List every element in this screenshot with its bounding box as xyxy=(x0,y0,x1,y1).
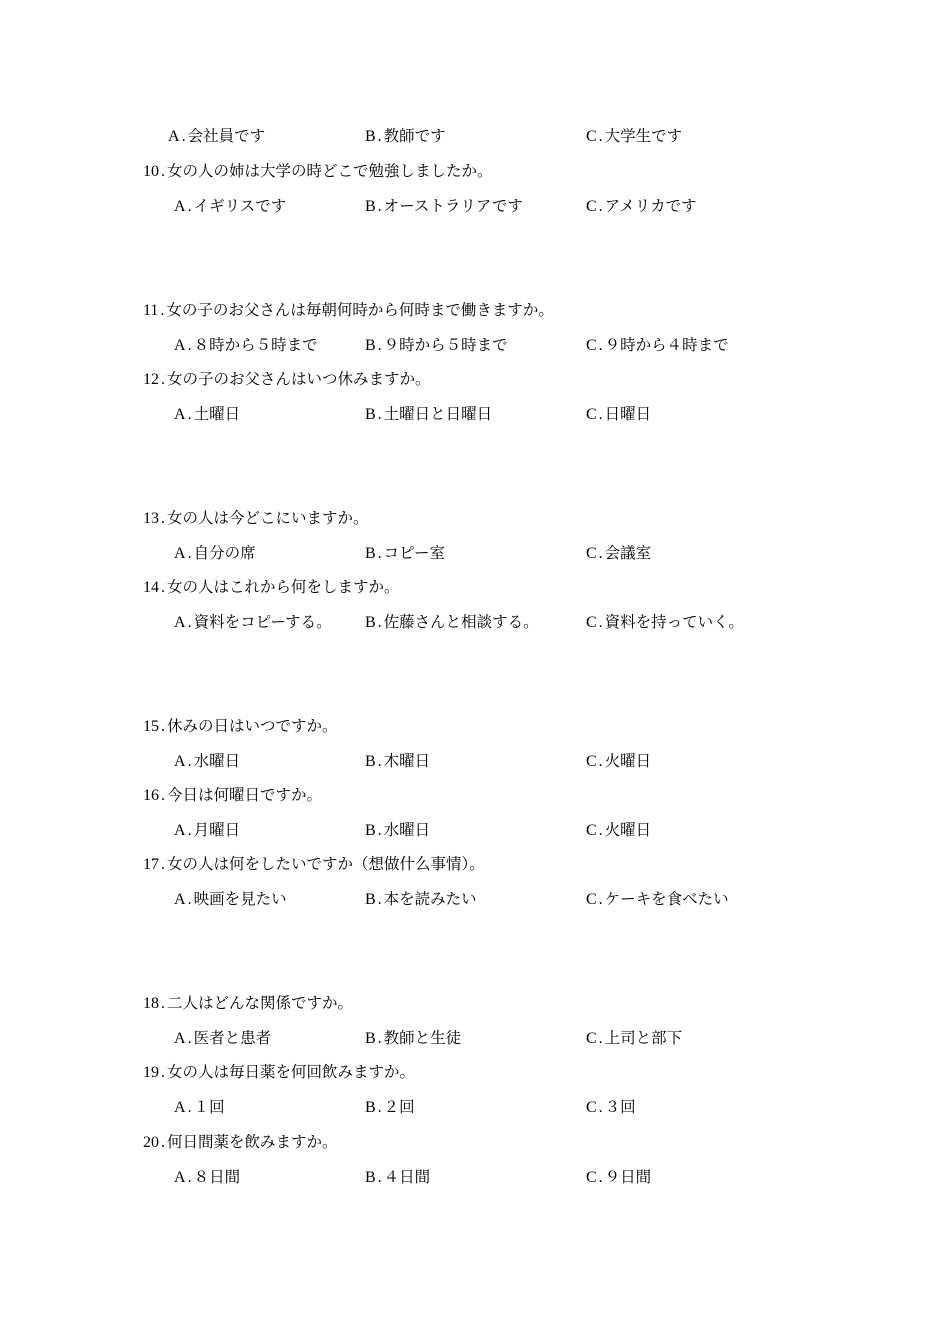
option-letter: A xyxy=(174,1030,186,1047)
option-letter: C xyxy=(586,891,597,908)
question-15: 15 . 休みの日はいつですか。 xyxy=(143,717,338,735)
question-number: 10 xyxy=(143,163,159,180)
option-letter: C xyxy=(586,753,597,770)
option-letter: B xyxy=(365,406,376,423)
option-b: B . 佐藤さんと相談する。 xyxy=(365,613,539,631)
option-letter: B xyxy=(365,822,376,839)
option-text: 土曜日と日曜日 xyxy=(383,405,493,423)
option-letter: C xyxy=(586,1169,597,1186)
option-text: 会社員です xyxy=(187,127,266,145)
option-text: 映画を見たい xyxy=(193,890,287,908)
question-19: 19 . 女の人は毎日薬を何回飲みますか。 xyxy=(143,1063,416,1081)
question-number: 11 xyxy=(143,302,159,319)
question-text: 女の人はこれから何をしますか。 xyxy=(167,578,400,596)
option-letter: C xyxy=(586,198,597,215)
question-16: 16 . 今日は何曜日ですか。 xyxy=(143,786,323,804)
question-12: 12 . 女の子のお父さんはいつ休みますか。 xyxy=(143,370,431,388)
question-number: 20 xyxy=(143,1134,159,1151)
option-letter: B xyxy=(365,545,376,562)
option-letter: A xyxy=(174,406,186,423)
question-text: 女の人は今どこにいますか。 xyxy=(167,509,369,527)
option-letter: C xyxy=(586,545,597,562)
option-b: B . 木曜日 xyxy=(365,752,431,770)
question-text: 女の人は毎日薬を何回飲みますか。 xyxy=(167,1063,416,1081)
question-17: 17 . 女の人は何をしたいですか（想做什么事情）。 xyxy=(143,855,485,873)
option-letter: A xyxy=(174,337,186,354)
option-text: 月曜日 xyxy=(193,821,241,839)
option-b: B . 本を読みたい xyxy=(365,890,477,908)
option-b: B . 教師です xyxy=(365,127,446,145)
question-10: 10 . 女の人の姉は大学の時どこで勉強しましたか。 xyxy=(143,162,493,180)
option-letter: C xyxy=(586,614,597,631)
option-text: 資料を持っていく。 xyxy=(604,613,744,631)
option-b: B . コピー室 xyxy=(365,544,446,562)
option-c: C . 会議室 xyxy=(586,544,652,562)
question-number: 12 xyxy=(143,371,159,388)
question-number: 17 xyxy=(143,856,159,873)
option-c: C . 上司と部下 xyxy=(586,1029,683,1047)
option-letter: A xyxy=(174,614,186,631)
option-letter: C xyxy=(586,1099,597,1116)
option-text: 教師と生徒 xyxy=(383,1029,462,1047)
option-text: １回 xyxy=(193,1098,225,1116)
option-a: A . 医者と患者 xyxy=(174,1029,272,1047)
option-a: A . 会社員です xyxy=(168,127,266,145)
option-text: ４日間 xyxy=(383,1168,431,1186)
option-letter: B xyxy=(365,198,376,215)
option-a: A . イギリスです xyxy=(174,197,287,215)
option-text: ９日間 xyxy=(604,1168,652,1186)
option-letter: A xyxy=(174,822,186,839)
question-number: 14 xyxy=(143,579,159,596)
option-c: C . 火曜日 xyxy=(586,752,652,770)
question-text: 何日間薬を飲みますか。 xyxy=(167,1133,338,1151)
option-letter: B xyxy=(365,1169,376,1186)
option-letter: B xyxy=(365,891,376,908)
option-text: ９時から５時まで xyxy=(383,336,508,354)
question-text: 今日は何曜日ですか。 xyxy=(167,786,323,804)
option-letter: B xyxy=(365,1099,376,1116)
question-13: 13 . 女の人は今どこにいますか。 xyxy=(143,509,369,527)
option-letter: B xyxy=(365,128,376,145)
option-text: 佐藤さんと相談する。 xyxy=(383,613,539,631)
option-letter: B xyxy=(365,614,376,631)
option-b: B . オーストラリアです xyxy=(365,197,523,215)
option-letter: B xyxy=(365,337,376,354)
option-text: 火曜日 xyxy=(604,752,652,770)
option-c: C . 大学生です xyxy=(586,127,683,145)
option-a: A . 水曜日 xyxy=(174,752,241,770)
option-letter: A xyxy=(168,128,180,145)
question-number: 15 xyxy=(143,718,159,735)
option-b: B . ２回 xyxy=(365,1098,415,1116)
option-letter: B xyxy=(365,1030,376,1047)
option-text: ９時から４時まで xyxy=(604,336,729,354)
option-text: 日曜日 xyxy=(604,405,652,423)
option-letter: A xyxy=(174,753,186,770)
option-letter: A xyxy=(174,1169,186,1186)
question-text: 女の人は何をしたいですか（想做什么事情）。 xyxy=(167,855,485,873)
option-text: 水曜日 xyxy=(193,752,241,770)
option-b: B . 教師と生徒 xyxy=(365,1029,462,1047)
question-text: 女の子のお父さんは毎朝何時から何時まで働きますか。 xyxy=(166,301,554,319)
option-b: B . ４日間 xyxy=(365,1168,431,1186)
question-number: 18 xyxy=(143,995,159,1012)
question-text: 休みの日はいつですか。 xyxy=(167,717,338,735)
question-20: 20 . 何日間薬を飲みますか。 xyxy=(143,1133,338,1151)
option-a: A . １回 xyxy=(174,1098,225,1116)
option-text: 水曜日 xyxy=(383,821,431,839)
option-letter: A xyxy=(174,545,186,562)
option-text: ケーキを食べたい xyxy=(604,890,729,908)
option-c: C . ３回 xyxy=(586,1098,636,1116)
option-letter: A xyxy=(174,198,186,215)
option-letter: C xyxy=(586,128,597,145)
option-text: 上司と部下 xyxy=(604,1029,683,1047)
option-letter: A xyxy=(174,891,186,908)
option-text: 本を読みたい xyxy=(383,890,477,908)
option-text: イギリスです xyxy=(193,197,287,215)
option-text: 教師です xyxy=(383,127,446,145)
option-b: B . ９時から５時まで xyxy=(365,336,508,354)
option-letter: C xyxy=(586,406,597,423)
option-text: ３回 xyxy=(604,1098,636,1116)
option-letter: B xyxy=(365,753,376,770)
option-text: 会議室 xyxy=(604,544,652,562)
option-b: B . 土曜日と日曜日 xyxy=(365,405,493,423)
option-a: A . ８日間 xyxy=(174,1168,241,1186)
question-text: 女の人の姉は大学の時どこで勉強しましたか。 xyxy=(167,162,493,180)
option-c: C . ９時から４時まで xyxy=(586,336,729,354)
option-letter: C xyxy=(586,337,597,354)
option-text: オーストラリアです xyxy=(383,197,523,215)
option-c: C . 資料を持っていく。 xyxy=(586,613,744,631)
question-number: 13 xyxy=(143,510,159,527)
question-text: 女の子のお父さんはいつ休みますか。 xyxy=(167,370,431,388)
option-c: C . ９日間 xyxy=(586,1168,652,1186)
option-a: A . 自分の席 xyxy=(174,544,256,562)
option-text: 木曜日 xyxy=(383,752,431,770)
option-text: ２回 xyxy=(383,1098,415,1116)
question-11: 11 . 女の子のお父さんは毎朝何時から何時まで働きますか。 xyxy=(143,301,554,319)
option-text: 大学生です xyxy=(604,127,683,145)
option-a: A . ８時から５時まで xyxy=(174,336,318,354)
option-text: アメリカです xyxy=(604,197,697,215)
option-a: A . 映画を見たい xyxy=(174,890,287,908)
option-b: B . 水曜日 xyxy=(365,821,431,839)
option-letter: C xyxy=(586,822,597,839)
question-number: 19 xyxy=(143,1064,159,1081)
question-14: 14 . 女の人はこれから何をしますか。 xyxy=(143,578,400,596)
option-text: ８時から５時まで xyxy=(193,336,318,354)
option-text: 資料をコピーする。 xyxy=(193,613,332,631)
question-text: 二人はどんな関係ですか。 xyxy=(167,994,354,1012)
option-letter: A xyxy=(174,1099,186,1116)
option-a: A . 土曜日 xyxy=(174,405,241,423)
option-letter: C xyxy=(586,1030,597,1047)
option-c: C . ケーキを食べたい xyxy=(586,890,729,908)
option-text: 自分の席 xyxy=(193,544,256,562)
option-a: A . 月曜日 xyxy=(174,821,241,839)
question-18: 18 . 二人はどんな関係ですか。 xyxy=(143,994,354,1012)
option-text: 医者と患者 xyxy=(193,1029,272,1047)
option-c: C . 日曜日 xyxy=(586,405,652,423)
option-text: 土曜日 xyxy=(193,405,241,423)
option-c: C . 火曜日 xyxy=(586,821,652,839)
option-text: コピー室 xyxy=(383,544,446,562)
question-number: 16 xyxy=(143,787,159,804)
option-text: 火曜日 xyxy=(604,821,652,839)
option-c: C . アメリカです xyxy=(586,197,697,215)
option-text: ８日間 xyxy=(193,1168,241,1186)
option-a: A . 資料をコピーする。 xyxy=(174,613,332,631)
